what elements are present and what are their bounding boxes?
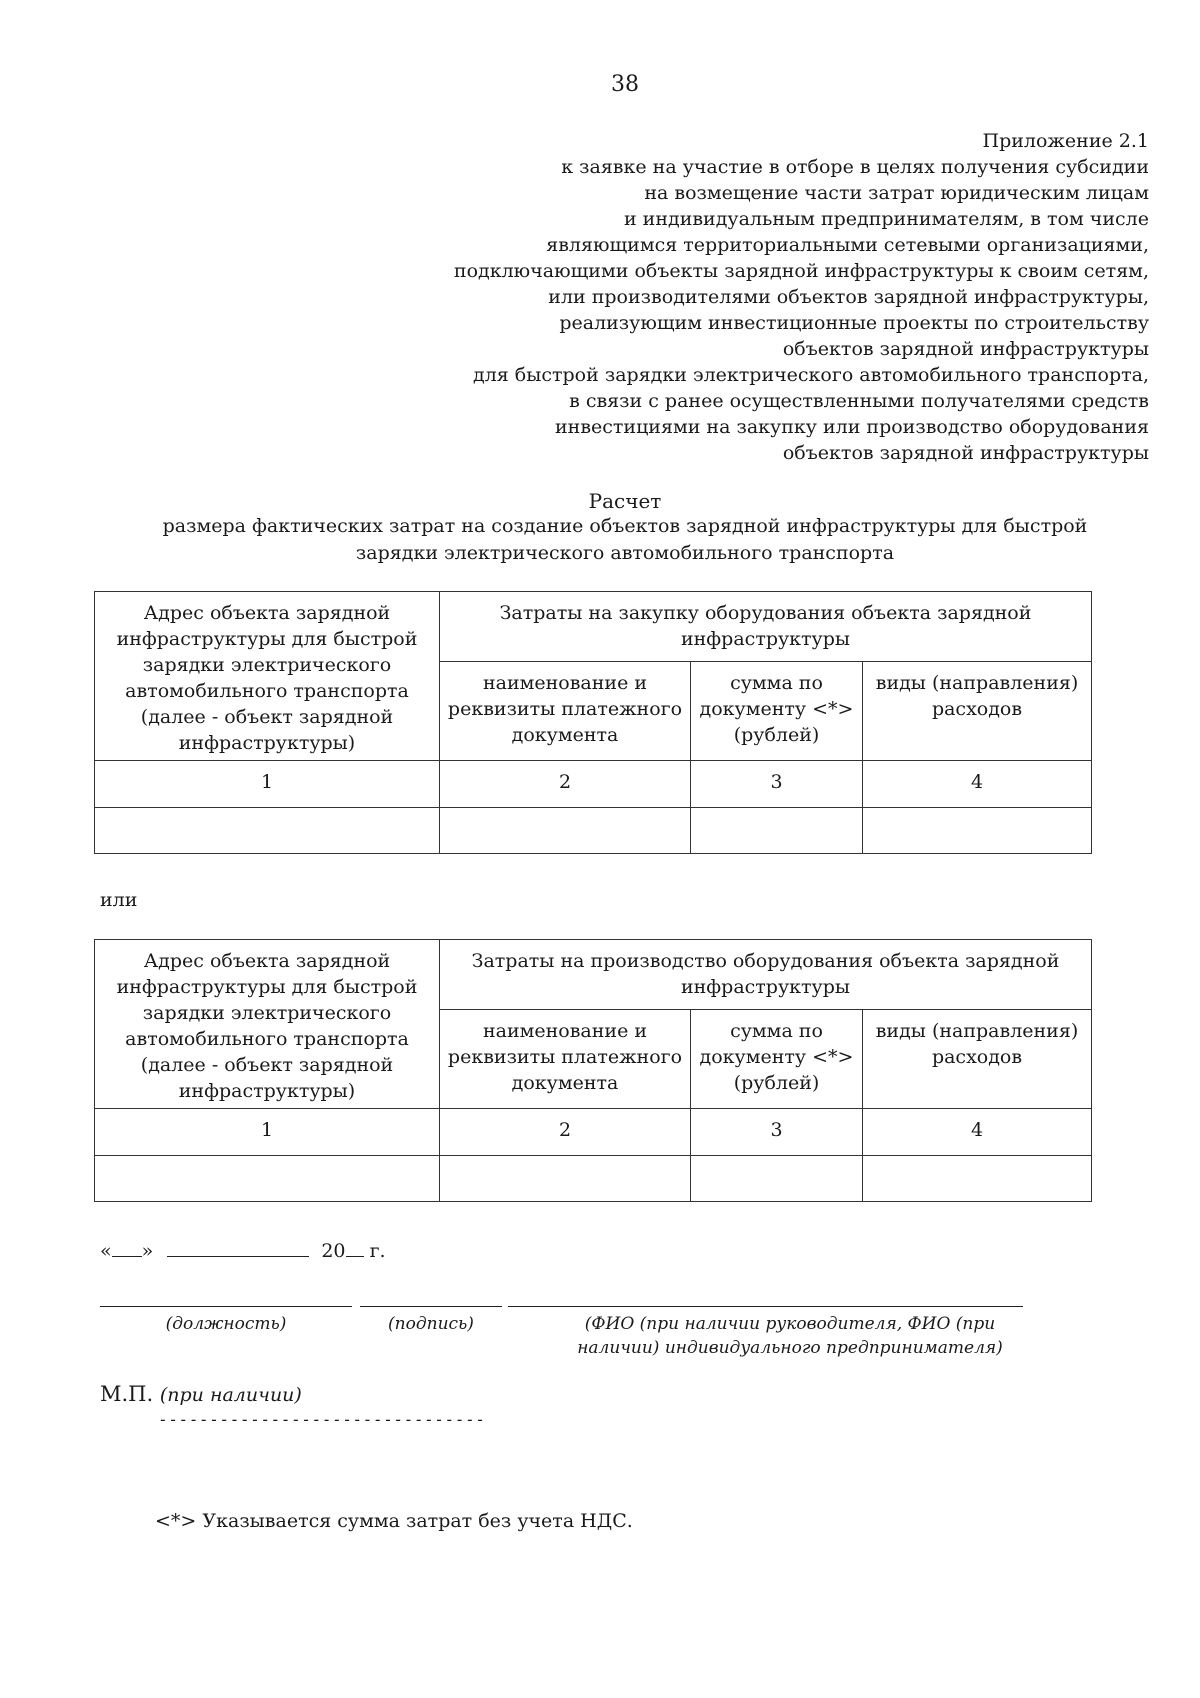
seal-placeholder (100, 1382, 302, 1406)
purchase-costs-table (94, 591, 1092, 854)
name-line[interactable] (508, 1306, 1023, 1307)
empty-cell[interactable] (95, 1156, 440, 1202)
year-blank[interactable] (346, 1238, 364, 1257)
date-field (100, 1238, 386, 1262)
position-line[interactable] (100, 1306, 352, 1307)
appendix-line: объектов зарядной инфраструктуры (782, 442, 1149, 464)
seal-dashes: -------------------------------- (158, 1410, 486, 1429)
empty-cell[interactable] (95, 808, 440, 854)
production-group-header: Затраты на производство оборудования объекта зарядной инфраструктуры (440, 940, 1092, 1010)
day-blank[interactable] (112, 1238, 142, 1257)
amount-header: сумма по документу <*> (рублей) (691, 661, 863, 760)
year-prefix: 20 (321, 1240, 346, 1262)
signature-line[interactable] (360, 1306, 502, 1307)
document-header: наименование и реквизиты платежного документа (440, 661, 691, 760)
position-caption: (должность) (165, 1314, 287, 1334)
column-number: 3 (691, 1109, 863, 1156)
seal-label: М.П. (100, 1382, 154, 1406)
appendix-line: или производителями объектов зарядной инфраструктуры, (548, 286, 1149, 308)
appendix-line: в связи с ранее осуществленными получателями средств (569, 390, 1149, 412)
appendix-line: к заявке на участие в отборе в целях получения субсидии (561, 156, 1149, 178)
purchase-group-header: Затраты на закупку оборудования объекта зарядной инфраструктуры (440, 592, 1092, 662)
address-header: Адрес объекта зарядной инфраструктуры для быстрой зарядки электрического автомобильного транспорта (далее - объект зарядной инфраструктуры) (95, 592, 440, 761)
empty-cell[interactable] (863, 808, 1092, 854)
appendix-line: являющимся территориальными сетевыми организациями, (546, 234, 1149, 256)
column-number: 3 (691, 761, 863, 808)
appendix-line: подключающими объекты зарядной инфраструктуры к своим сетям, (453, 260, 1149, 282)
page-number: 38 (611, 72, 639, 97)
column-number: 1 (95, 1109, 440, 1156)
document-header: наименование и реквизиты платежного документа (440, 1009, 691, 1108)
column-number: 2 (440, 761, 691, 808)
column-number: 1 (95, 761, 440, 808)
production-costs-table (94, 939, 1092, 1202)
empty-cell[interactable] (691, 1156, 863, 1202)
seal-note: (при наличии) (159, 1384, 302, 1406)
column-number: 2 (440, 1109, 691, 1156)
calculation-subtitle: размера фактических затрат на создание объектов зарядной инфраструктуры для быстрой зарядки электрического автомобильного транспорта (162, 515, 1088, 564)
footnote: <*> Указывается сумма затрат без учета НДС. (155, 1510, 633, 1532)
signature-caption: (подпись) (388, 1314, 474, 1334)
or-separator: или (100, 889, 138, 911)
appendix-line: инвестициями на закупку или производство оборудования (555, 416, 1149, 438)
calculation-title: Расчет (588, 489, 662, 513)
name-caption: (ФИО (при наличии руководителя, ФИО (при наличии) индивидуального предпринимателя) (577, 1314, 1003, 1358)
appendix-header (389, 128, 1149, 466)
empty-cell[interactable] (440, 1156, 691, 1202)
month-blank[interactable] (167, 1238, 309, 1257)
empty-cell[interactable] (863, 1156, 1092, 1202)
empty-cell[interactable] (440, 808, 691, 854)
address-header: Адрес объекта зарядной инфраструктуры для быстрой зарядки электрического автомобильного транспорта (далее - объект зарядной инфраструктуры) (95, 940, 440, 1109)
amount-header: сумма по документу <*> (рублей) (691, 1009, 863, 1108)
appendix-line: объектов зарядной инфраструктуры (782, 338, 1149, 360)
column-number: 4 (863, 1109, 1092, 1156)
date-close-quote: » (141, 1240, 154, 1262)
appendix-line: реализующим инвестиционные проекты по строительству (559, 312, 1149, 334)
appendix-line: и индивидуальным предпринимателям, в том числе (623, 208, 1149, 230)
year-suffix: г. (369, 1240, 386, 1262)
appendix-line: для быстрой зарядки электрического автомобильного транспорта, (473, 364, 1149, 386)
empty-cell[interactable] (691, 808, 863, 854)
column-number: 4 (863, 761, 1092, 808)
date-open-quote: « (100, 1240, 112, 1262)
expense-type-header: виды (направления) расходов (863, 1009, 1092, 1108)
expense-type-header: виды (направления) расходов (863, 661, 1092, 760)
appendix-line: на возмещение части затрат юридическим лицам (644, 182, 1149, 204)
appendix-line: Приложение 2.1 (982, 130, 1149, 152)
